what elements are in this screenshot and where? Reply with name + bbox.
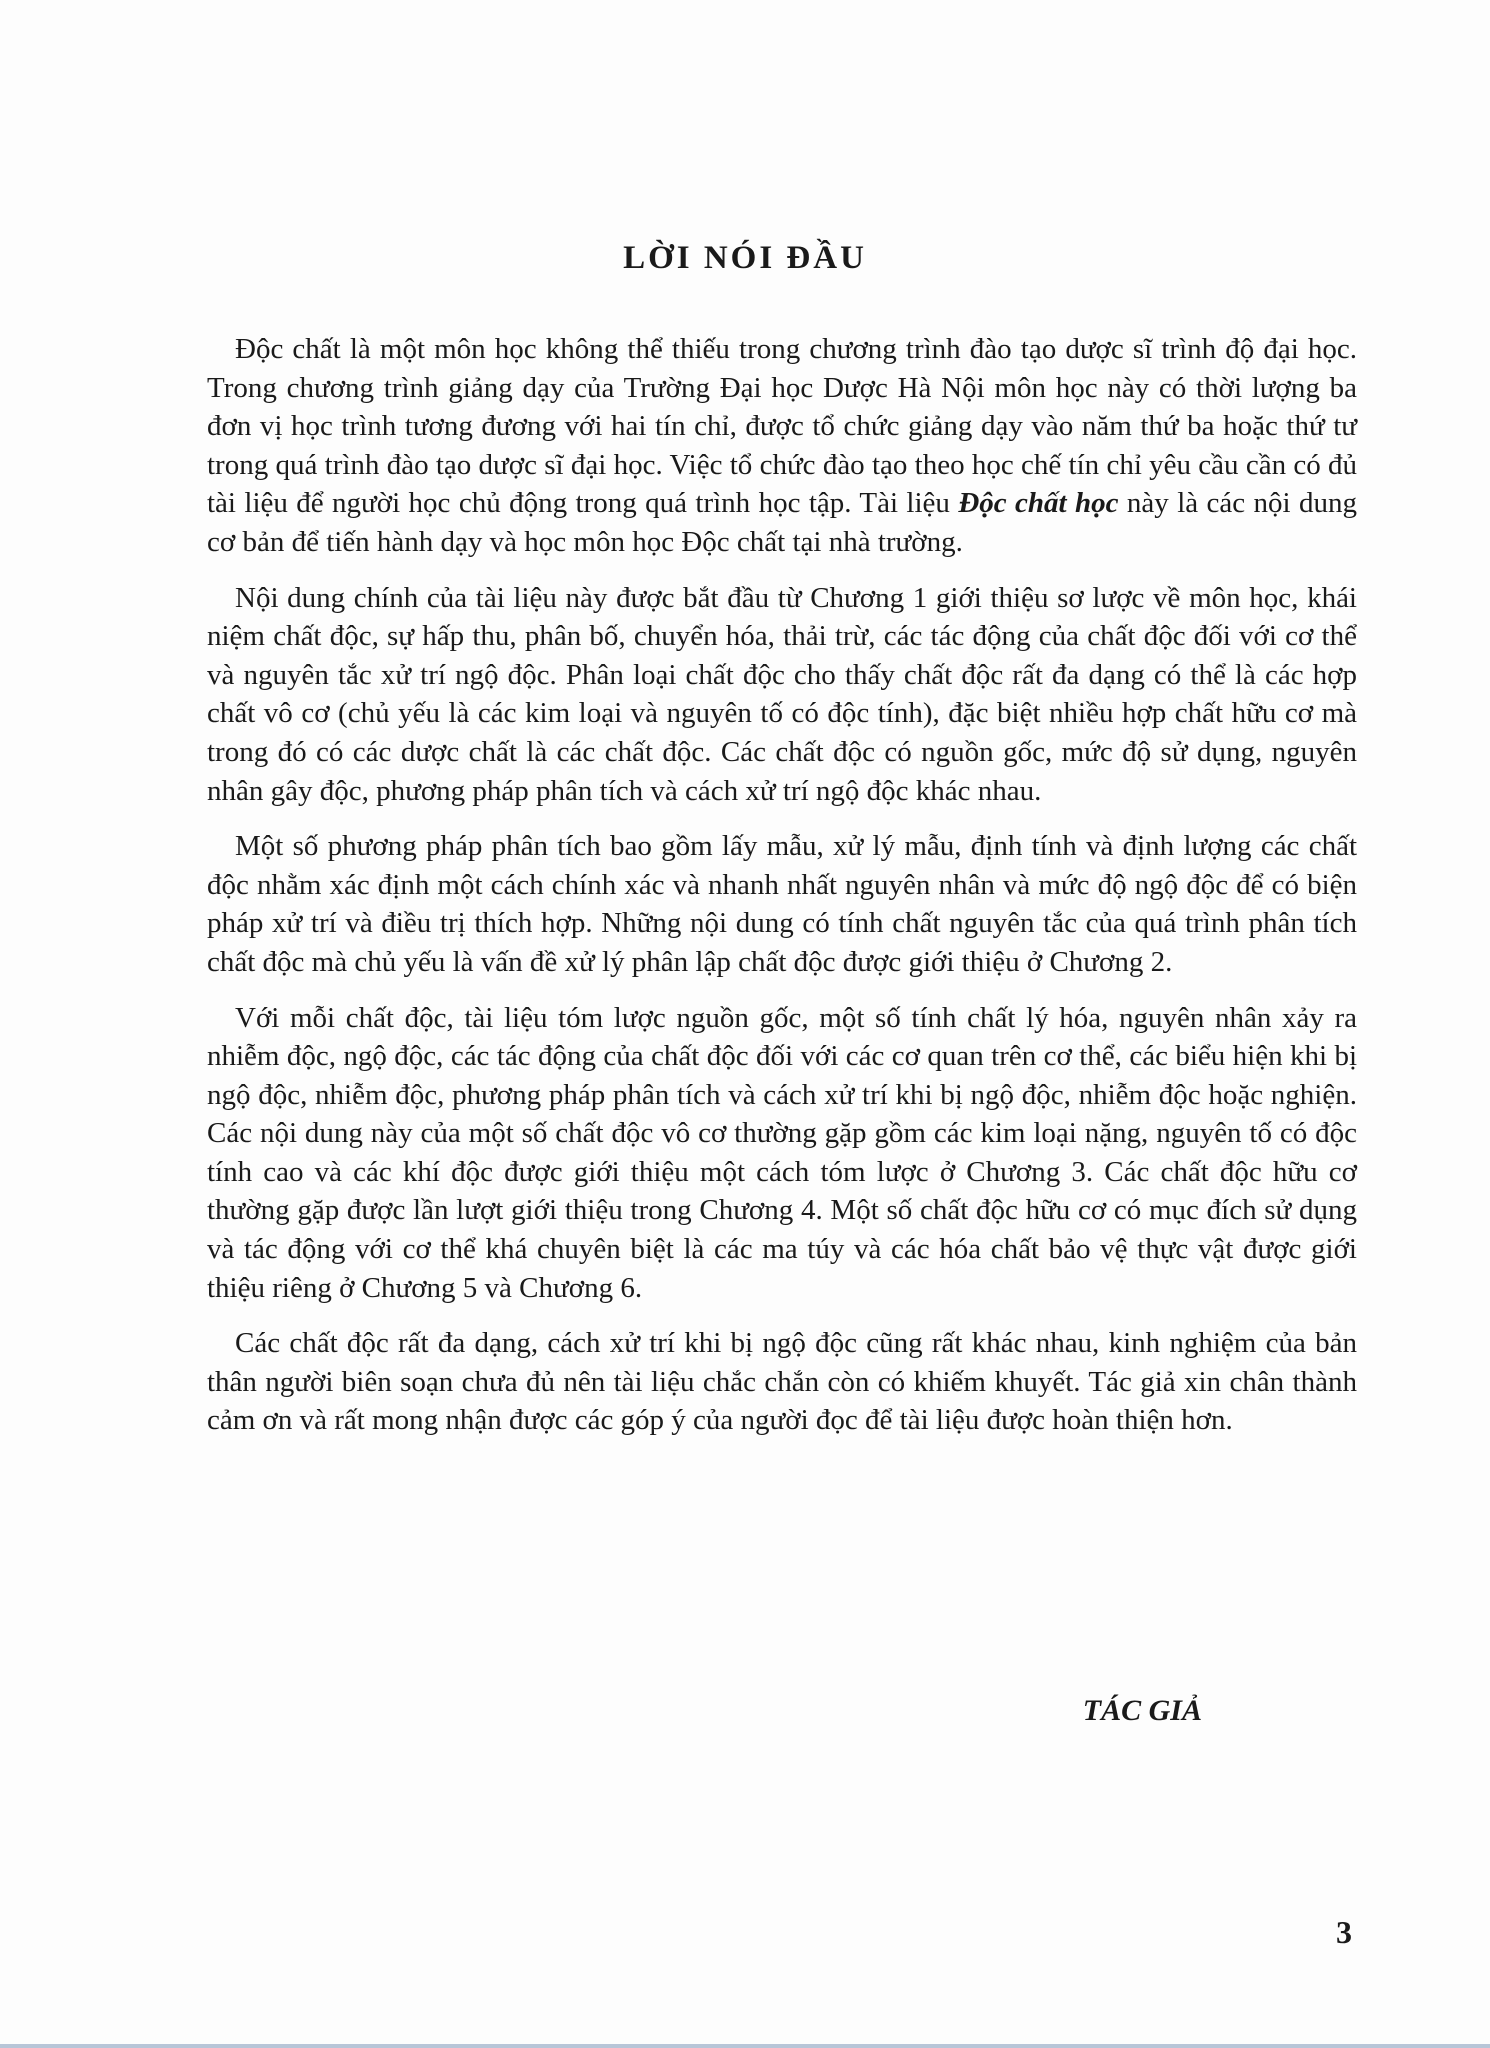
paragraph-1 <box>207 330 1357 562</box>
paragraph-2: Nội dung chính của tài liệu này được bắt đầu từ Chương 1 giới thiệu sơ lược về môn học, khái niệm chất độc, sự hấp thu, phân bố, chuyển hóa, thải trừ, các tác động của chất độc đối với cơ thể và nguyên tắc xử trí ngộ độc. Phân loại chất độc cho thấy chất độc rất đa dạng có thể là các hợp chất vô cơ (chủ yếu là các kim loại và nguyên tố có độc tính), đặc biệt nhiều hợp chất hữu cơ mà trong đó có các dược chất là các chất độc. Các chất độc có nguồn gốc, mức độ sử dụng, nguyên nhân gây độc, phương pháp phân tích và cách xử trí ngộ độc khác nhau. <box>207 581 1357 807</box>
preface-body <box>207 330 1357 1457</box>
scan-bottom-edge <box>0 2044 1490 2048</box>
author-signature: TÁC GIẢ <box>1082 1694 1202 1727</box>
book-title-emphasis: Độc chất học <box>958 487 1119 520</box>
paragraph-1-text-after: này là các nội dung cơ bản để tiến hành dạy và học môn học Độc chất tại nhà trường. <box>207 487 1357 558</box>
page-number: 3 <box>1336 1914 1352 1950</box>
paragraph-3: Một số phương pháp phân tích bao gồm lấy mẫu, xử lý mẫu, định tính và định lượng các chất độc nhằm xác định một cách chính xác và nhanh nhất nguyên nhân và mức độ ngộ độc để có biện pháp xử trí và điều trị thích hợp. Những nội dung có tính chất nguyên tắc của quá trình phân tích chất độc mà chủ yếu là vấn đề xử lý phân lập chất độc được giới thiệu ở Chương 2. <box>207 830 1357 978</box>
paragraph-5: Các chất độc rất đa dạng, cách xử trí khi bị ngộ độc cũng rất khác nhau, kinh nghiệm của bản thân người biên soạn chưa đủ nên tài liệu chắc chắn còn có khiếm khuyết. Tác giả xin chân thành cảm ơn và rất mong nhận được các góp ý của người đọc để tài liệu được hoàn thiện hơn. <box>207 1327 1357 1437</box>
paragraph-4: Với mỗi chất độc, tài liệu tóm lược nguồn gốc, một số tính chất lý hóa, nguyên nhân xảy ra nhiễm độc, ngộ độc, các tác động của chất độc đối với các cơ quan trên cơ thể, các biểu hiện khi bị ngộ độc, nhiễm độc, phương pháp phân tích và cách xử trí khi bị ngộ độc, nhiễm độc hoặc nghiện. Các nội dung này của một số chất độc vô cơ thường gặp gồm các kim loại nặng, nguyên tố có độc tính cao và các khí độc được giới thiệu một cách tóm lược ở Chương 3. Các chất độc hữu cơ thường gặp được lần lượt giới thiệu trong Chương 4. Một số chất độc hữu cơ có mục đích sử dụng và tác động với cơ thể khá chuyên biệt là các ma túy và các hóa chất bảo vệ thực vật được giới thiệu riêng ở Chương 5 và Chương 6. <box>207 1001 1357 1304</box>
paragraph-1-text-before: Độc chất là một môn học không thể thiếu trong chương trình đào tạo dược sĩ trình độ đại học. Trong chương trình giảng dạy của Trường Đại học Dược Hà Nội môn học này có thời lượng ba đơn vị học trình tương đương với hai tín chỉ, được tổ chức giảng dạy vào năm thứ ba hoặc thứ tư trong quá trình đào tạo dược sĩ đại học. Việc tổ chức đào tạo theo học chế tín chỉ yêu cầu cần có đủ tài liệu để người học chủ động trong quá trình học tập. Tài liệu <box>207 333 1357 520</box>
page-title: LỜI NÓI ĐẦU <box>623 240 867 276</box>
